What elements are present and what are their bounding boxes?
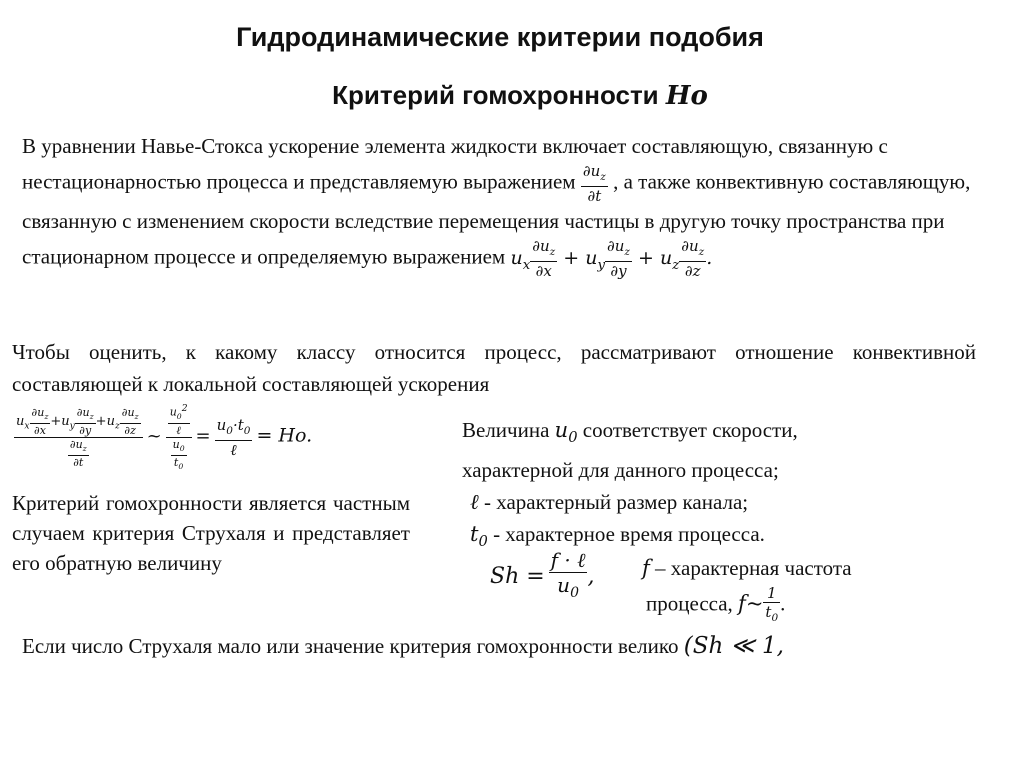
- page-title: Гидродинамические критерии подобия: [236, 22, 764, 52]
- def-u0-cont: характерной для данного процесса;: [462, 458, 779, 483]
- paragraph-conclusion: Если число Струхаля мало или значение критерия гомохронности велико (Sh ≪ 1,: [22, 633, 784, 659]
- paragraph-strouhal: Критерий гомохронности является частным случаем критерия Струхаля и представляет его обратную величину: [12, 491, 410, 575]
- convective-expression: $u_x$ $\frac{\partial u_z}{\partial x}$ + $u_y$ $\frac{\partial u_z}{\partial y}$ + $u_z$ $\frac{\partial u_z}{\partial z}$ .: [510, 237, 713, 280]
- def-u0: Величина $u_0$ соответствует скорости,: [462, 418, 798, 447]
- paragraph-navier-stokes: [22, 130, 982, 281]
- fraction-duz-dt: $\frac{\partial u_z}{\partial t}$: [582, 162, 606, 205]
- page-subtitle: [20, 80, 1020, 111]
- subtitle-text: Критерий гомохронности: [332, 80, 666, 110]
- def-length: ℓ - характерный размер канала;: [470, 490, 749, 515]
- ho-result: = Ho.: [256, 424, 313, 447]
- equation-strouhal: Sh = $\frac{\text{f · ℓ}}{u_0}$ ,: [490, 548, 595, 601]
- p1-text-2: , а также конвективную составляющую, связанную с изменением скорости вследствие перемещения частицы в другую точку пространства при стационарном процессе и определяемую выражением: [22, 169, 971, 269]
- equation-ratio: $u_x$ $\frac{\partial u_z}{\partial x}$ $+u_y$ $\frac{\partial u_z}{\partial y}$ $+u_z$ $\frac{\partial u_z}{\partial z}$ $\frac{\partial u_z}{\partial t}$ ~ $\frac{\frac{u_0^2}{\text{ℓ}}}{\frac{u_0}{t_0}}$ = $\frac{u_0\cdot t_0}{\text{ℓ}}$ = Ho.: [16, 403, 313, 472]
- p1-text-1: В уравнении Навье-Стокса ускорение элемента жидкости включает составляющую, связанную с нестационарностью процесса и представляемую выражением: [22, 134, 888, 194]
- paragraph-ratio: Чтобы оценить, к какому классу относится процесс, рассматривают отношение конвективной составляющей к локальной составляющей ускорения: [12, 340, 976, 396]
- paragraph-definitions: [462, 414, 932, 558]
- frequency-note: f – характерная частота процесса, f~ $\frac{1}{t_0}$ .: [642, 556, 852, 624]
- def-time: $t_0$ - характерное время процесса.: [470, 522, 765, 551]
- subtitle-symbol: Ho: [665, 81, 708, 111]
